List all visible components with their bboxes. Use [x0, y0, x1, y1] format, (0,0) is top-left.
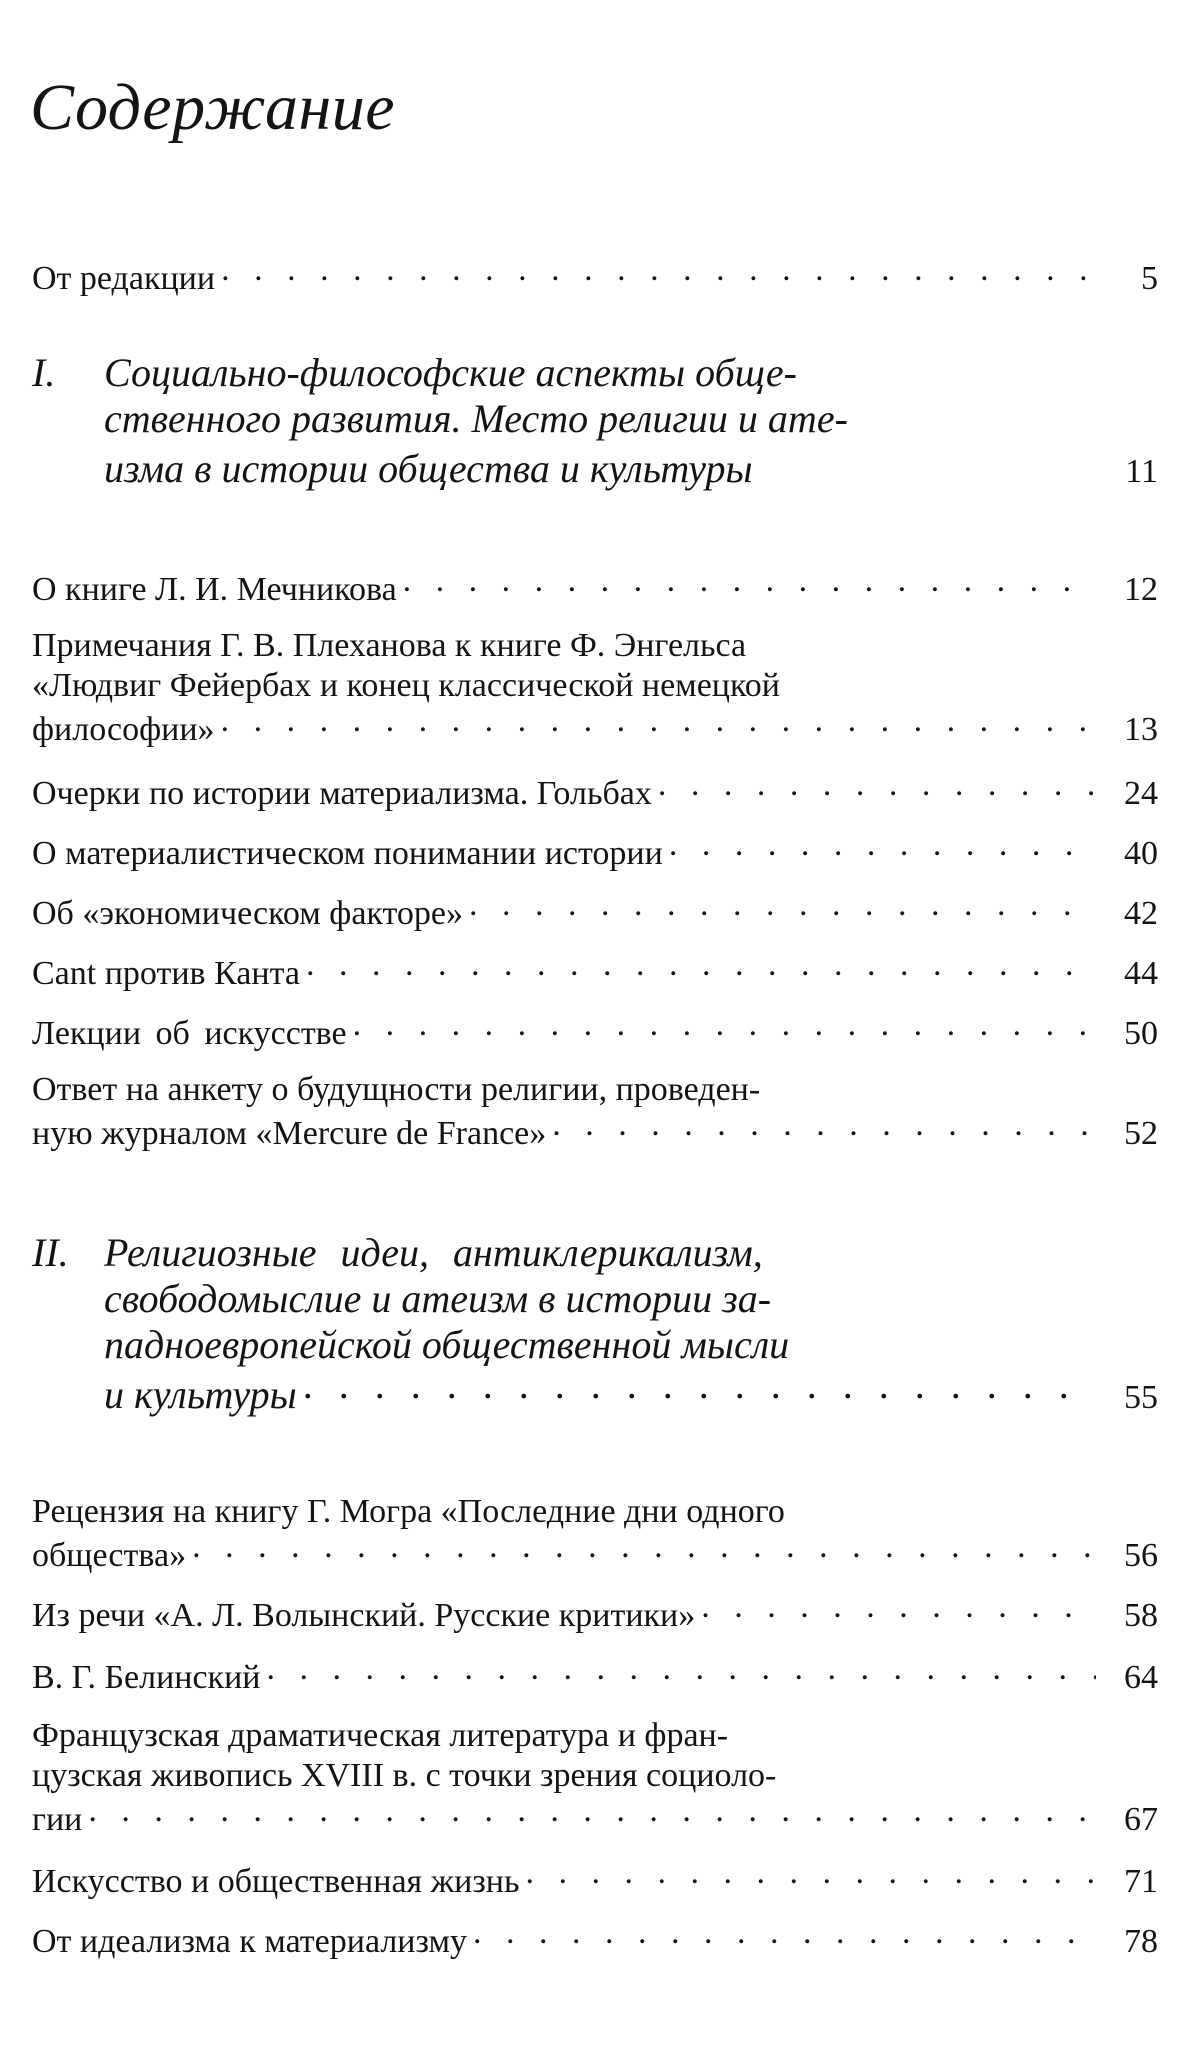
entry-title: Об «экономическом факторе»	[32, 895, 463, 932]
entry-title: Cant против Канта	[32, 955, 300, 992]
entry-title: Искусство и общественная жизнь	[32, 1863, 520, 1900]
toc-entry[interactable]	[32, 830, 1158, 874]
entry-title-line: гии	[32, 1801, 83, 1838]
page-number: 55	[1124, 1379, 1158, 1416]
section-title-line: падноевропейской общественной мысли	[104, 1322, 790, 1367]
page-number: 12	[1124, 571, 1158, 608]
page-number: 40	[1124, 835, 1158, 872]
toc-entry[interactable]	[32, 890, 1158, 934]
toc-entry[interactable]	[32, 770, 1158, 814]
dot-leader	[526, 1858, 1097, 1892]
toc-entry[interactable]	[32, 1858, 1158, 1902]
page-title: Содержание	[30, 71, 396, 144]
toc-entry[interactable]	[32, 1492, 1158, 1576]
page-number: 42	[1124, 895, 1158, 932]
dot-leader	[221, 255, 1096, 289]
page-number: 67	[1124, 1801, 1158, 1838]
dot-leader	[192, 1532, 1096, 1566]
entry-title-line: Ответ на анкету о будущности религии, проведен-	[32, 1071, 761, 1108]
entry-title: Лекции об искусстве	[32, 1015, 347, 1052]
page-number: 24	[1124, 775, 1158, 812]
section-title-line: изма в истории общества и культуры	[104, 446, 753, 491]
section-title-line: свободомыслие и атеизм в истории за-	[104, 1276, 772, 1321]
entry-title: Очерки по истории материализма. Гольбах	[32, 775, 652, 812]
section-heading-1[interactable]	[32, 350, 1158, 495]
toc-entry[interactable]	[32, 626, 1158, 750]
page-number: 52	[1124, 1115, 1158, 1152]
section-title-line: и культуры	[104, 1372, 297, 1417]
section-heading-2[interactable]	[32, 1230, 1158, 1421]
page-number: 64	[1124, 1659, 1158, 1696]
dot-leader	[669, 830, 1096, 864]
entry-title-line: Французская драматическая литература и фран-	[32, 1717, 729, 1754]
entry-title: От идеализма к материализму	[32, 1923, 467, 1960]
toc-entry[interactable]	[32, 1010, 1158, 1054]
dot-leader	[88, 1796, 1096, 1830]
entry-title: В. Г. Белинский	[32, 1659, 261, 1696]
toc-entry[interactable]	[32, 566, 1158, 610]
section-numeral: I.	[32, 350, 56, 395]
entry-title-line: философии»	[32, 711, 215, 748]
dot-leader	[303, 1368, 1096, 1408]
dot-leader	[221, 706, 1096, 740]
entry-title-line: ную журналом «Mercure de France»	[32, 1115, 547, 1152]
section-title-line: Религиозные идеи, антиклерикализм,	[104, 1230, 763, 1275]
dot-leader	[552, 1110, 1096, 1144]
page-number: 44	[1124, 955, 1158, 992]
entry-title: Из речи «А. Л. Волынский. Русские критики»	[32, 1597, 696, 1634]
page-number: 78	[1124, 1923, 1158, 1960]
entry-title: О книге Л. И. Мечникова	[32, 571, 397, 608]
dot-leader	[473, 1918, 1096, 1952]
dot-leader	[469, 890, 1096, 924]
section-title-line: ственного развития. Место религии и ате-	[104, 396, 848, 441]
toc-entry[interactable]	[32, 1716, 1158, 1840]
dot-leader	[306, 950, 1096, 984]
dot-leader	[701, 1592, 1096, 1626]
entry-title-line: Рецензия на книгу Г. Могра «Последние дни одного	[32, 1493, 785, 1530]
entry-title-line: цузская живопись XVIII в. с точки зрения социоло-	[32, 1757, 777, 1794]
toc-entry[interactable]	[32, 1592, 1158, 1636]
dot-leader	[266, 1654, 1096, 1688]
page-number: 11	[1125, 453, 1158, 490]
dot-leader	[658, 770, 1096, 804]
dot-leader	[353, 1010, 1096, 1044]
entry-title-line: Примечания Г. В. Плеханова к книге Ф. Энгельса	[32, 627, 747, 664]
entry-title-line: «Людвиг Фейербах и конец классической немецкой	[32, 667, 780, 704]
entry-title: От редакции	[32, 260, 216, 297]
dot-leader	[403, 566, 1096, 600]
toc-entry[interactable]	[32, 255, 1158, 299]
toc-entry[interactable]	[32, 1654, 1158, 1698]
page-number: 13	[1124, 711, 1158, 748]
page-number: 71	[1124, 1863, 1158, 1900]
toc-entry[interactable]	[32, 950, 1158, 994]
toc-entry[interactable]	[32, 1918, 1158, 1962]
page-number: 50	[1124, 1015, 1158, 1052]
section-numeral: II.	[32, 1230, 69, 1275]
page-number: 5	[1141, 260, 1158, 297]
entry-title: О материалистическом понимании истории	[32, 835, 663, 872]
page-number: 58	[1124, 1597, 1158, 1634]
section-title-line: Социально-философские аспекты обще-	[104, 350, 797, 395]
entry-title-line: общества»	[32, 1537, 187, 1574]
toc-entry[interactable]	[32, 1070, 1158, 1154]
page-number: 56	[1124, 1537, 1158, 1574]
